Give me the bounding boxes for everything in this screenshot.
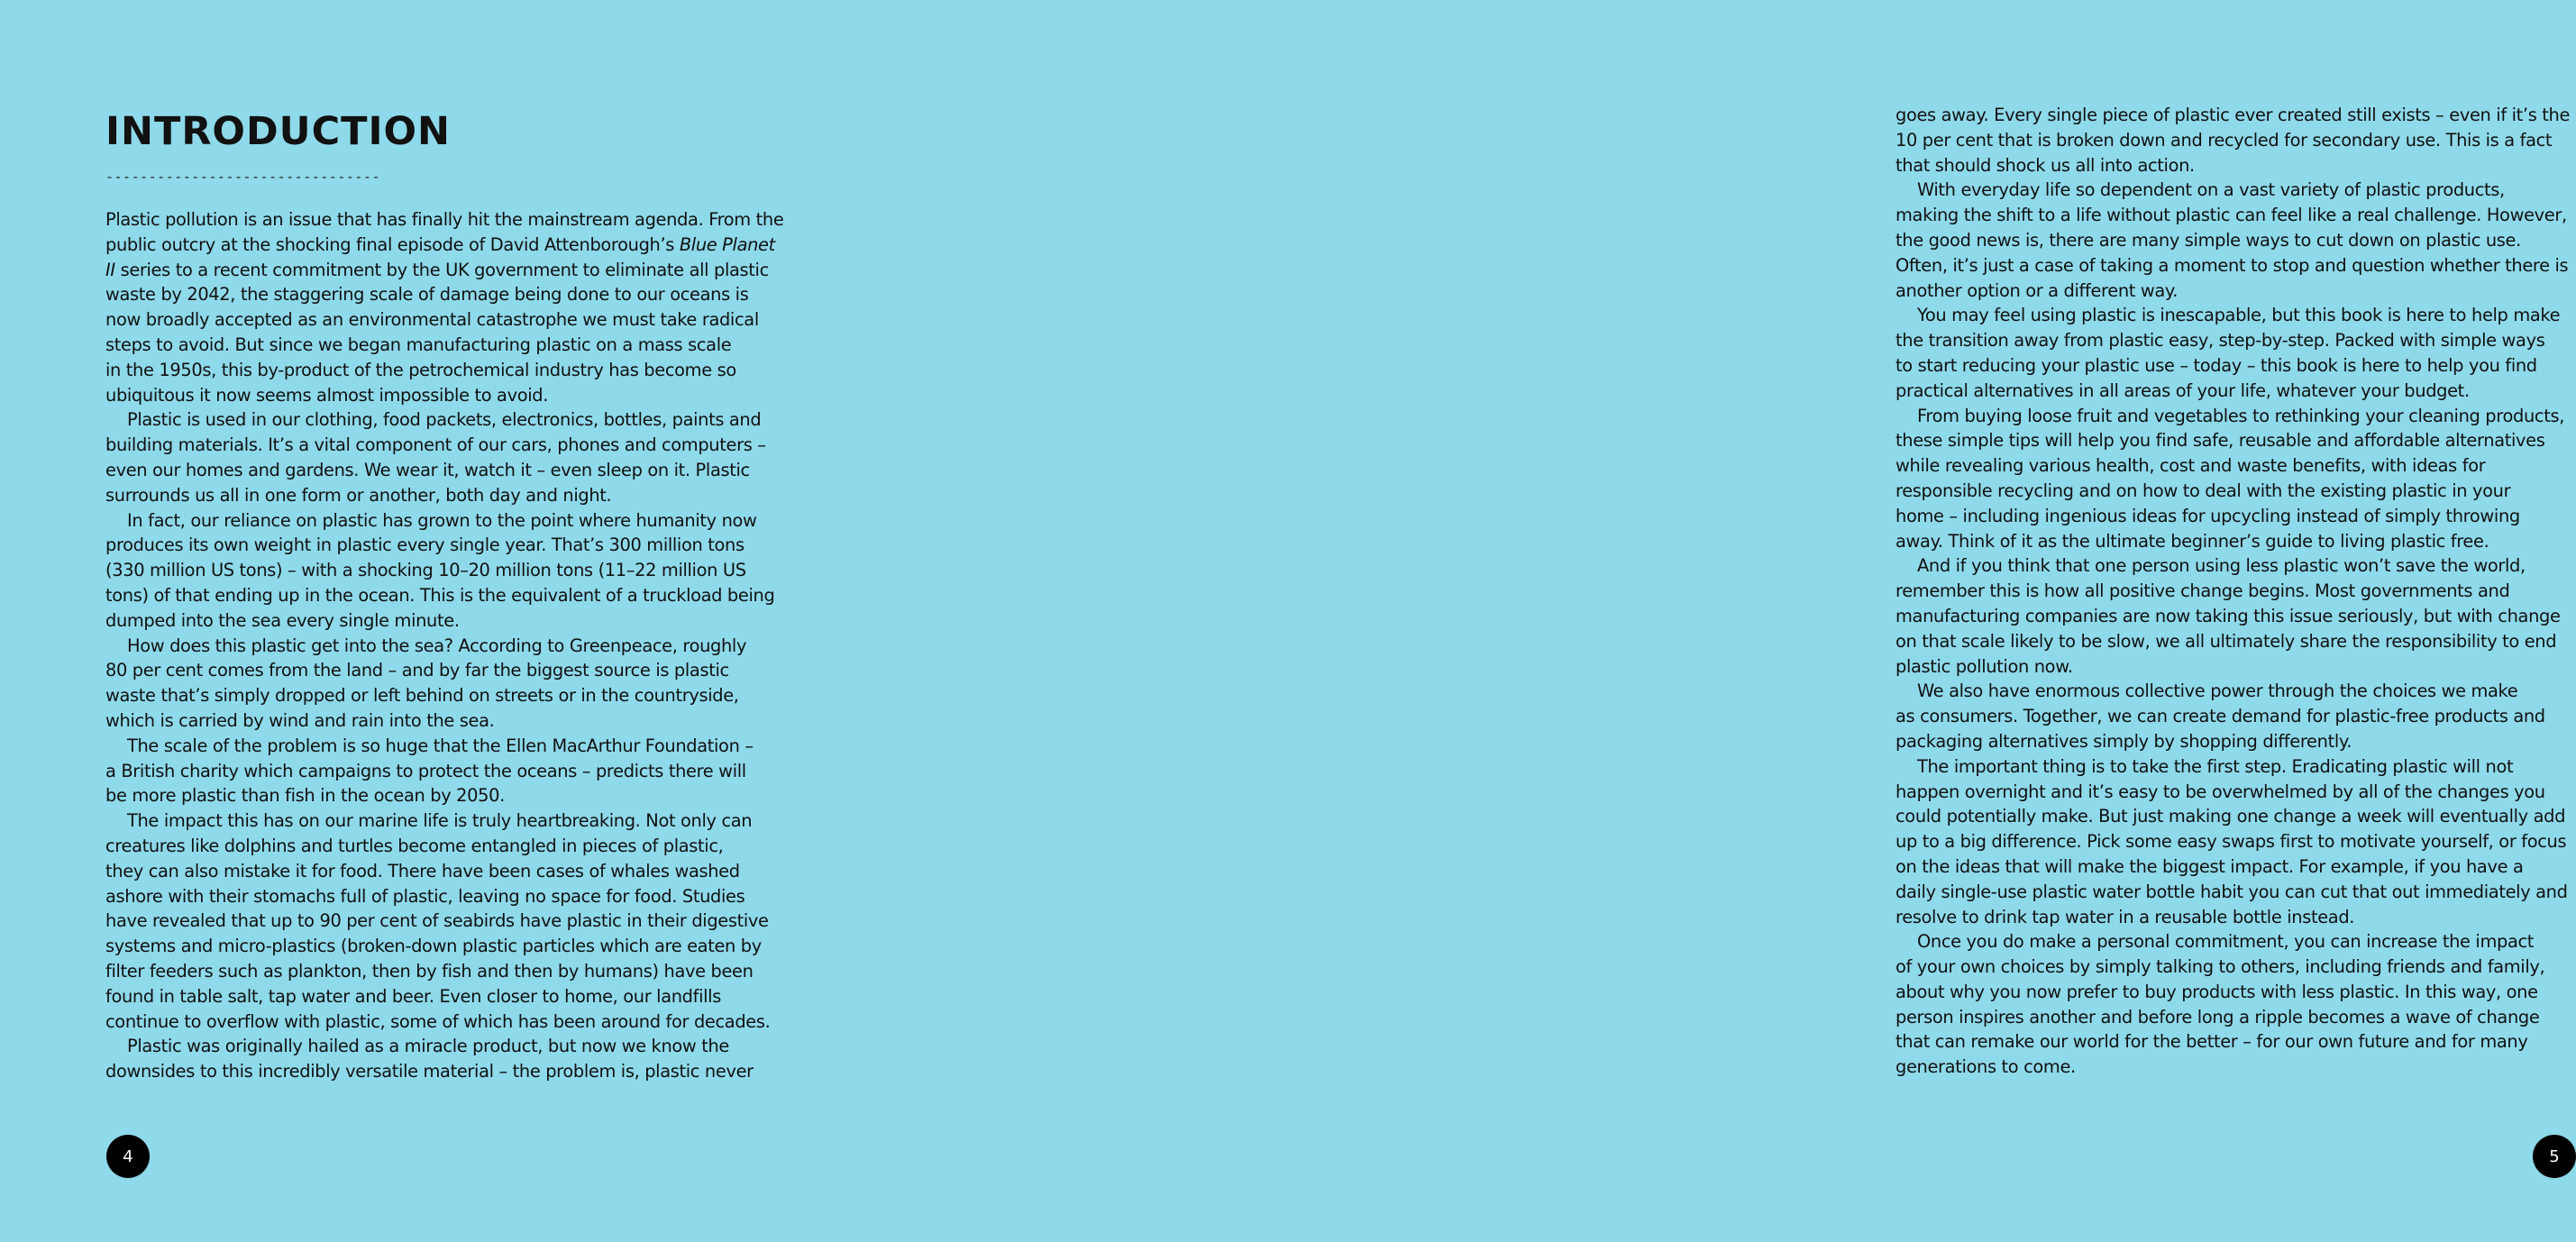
body-line: packaging alternatives simply by shopping differently.: [1895, 730, 2352, 752]
body-line: to start reducing your plastic use – today – this book is here to help you find: [1895, 354, 2537, 376]
body-line: 10 per cent that is broken down and recycled for secondary use. This is a fact: [1895, 129, 2553, 151]
body-line: public outcry at the shocking final episode of David Attenborough’s Blue Planet: [105, 233, 775, 255]
body-line: In fact, our reliance on plastic has grown to the point where humanity now: [127, 509, 757, 531]
body-line: home – including ingenious ideas for upcycling instead of simply throwing: [1895, 505, 2520, 526]
body-line: these simple tips will help you find safe, reusable and affordable alternatives: [1895, 430, 2545, 452]
body-line: responsible recycling and on how to deal with the existing plastic in your: [1895, 479, 2511, 501]
body-line: about why you now prefer to buy products with less plastic. In this way, one: [1895, 981, 2538, 1002]
body-line: How does this plastic get into the sea? According to Greenpeace, roughly: [127, 635, 747, 656]
body-line: steps to avoid. But since we began manufacturing plastic on a mass scale: [105, 333, 732, 355]
body-line: in the 1950s, this by-product of the petrochemical industry has become so: [105, 359, 736, 380]
body-line: continue to overflow with plastic, some of which has been around for decades.: [105, 1010, 771, 1032]
body-line: on the ideas that will make the biggest impact. For example, if you have a: [1895, 855, 2524, 877]
body-line: With everyday life so dependent on a vast variety of plastic products,: [1917, 179, 2505, 201]
chapter-title: INTRODUCTION: [105, 109, 452, 154]
body-line: Once you do make a personal commitment, you can increase the impact: [1917, 931, 2535, 953]
body-line: happen overnight and it’s easy to be overwhelmed by all of the changes you: [1895, 781, 2545, 802]
body-line: systems and micro-plastics (broken-down plastic particles which are eaten by: [105, 936, 762, 957]
body-line: dumped into the sea every single minute.: [105, 609, 460, 631]
body-line: Often, it’s just a case of taking a moment to stop and question whether there is: [1895, 254, 2569, 276]
body-line: waste by 2042, the staggering scale of damage being done to our oceans is: [105, 284, 749, 306]
body-line: the good news is, there are many simple ways to cut down on plastic use.: [1895, 229, 2521, 251]
body-line: of your own choices by simply talking to others, including friends and family,: [1895, 956, 2545, 978]
left-body-text: [105, 207, 783, 1084]
body-line: The impact this has on our marine life is truly heartbreaking. Not only can: [127, 810, 753, 832]
body-line: generations to come.: [1895, 1056, 2076, 1078]
title-dashed-rule: --------------------------------: [105, 169, 380, 185]
body-line: a British charity which campaigns to protect the oceans – predicts there will: [105, 760, 746, 781]
body-line: downsides to this incredibly versatile material – the problem is, plastic never: [105, 1061, 754, 1082]
body-line: up to a big difference. Pick some easy swaps first to motivate yourself, or focus: [1895, 831, 2567, 853]
body-line: surrounds us all in one form or another, both day and night.: [105, 484, 612, 506]
body-line: building materials. It’s a vital component of our cars, phones and computers –: [105, 434, 766, 456]
left-page: [0, 0, 894, 1242]
body-line: (330 million US tons) – with a shocking 10–20 million tons (11–22 million US: [105, 560, 746, 581]
body-line: even our homes and gardens. We wear it, watch it – even sleep on it. Plastic: [105, 459, 750, 480]
body-line: as consumers. Together, we can create demand for plastic-free products and: [1895, 706, 2545, 727]
body-line: ashore with their stomachs full of plastic, leaving no space for food. Studies: [105, 885, 745, 907]
body-line: be more plastic than fish in the ocean by 2050.: [105, 785, 505, 807]
body-line: have revealed that up to 90 per cent of seabirds have plastic in their digestive: [105, 910, 769, 932]
body-line: found in table salt, tap water and beer. Even closer to home, our landfills: [105, 985, 721, 1007]
body-line: II series to a recent commitment by the UK government to eliminate all plastic: [105, 259, 769, 280]
book-title-italic: Blue Planet: [679, 233, 775, 255]
body-line: they can also mistake it for food. There have been cases of whales washed: [105, 860, 740, 881]
body-line: person inspires another and before long a ripple becomes a wave of change: [1895, 1006, 2540, 1027]
body-line: making the shift to a life without plastic can feel like a real challenge. However,: [1895, 205, 2567, 226]
body-line: filter feeders such as plankton, then by fish and then by humans) have been: [105, 960, 754, 982]
body-line: which is carried by wind and rain into the sea.: [105, 709, 495, 731]
body-line: remember this is how all positive change begins. Most governments and: [1895, 580, 2510, 602]
body-line: plastic pollution now.: [1895, 655, 2073, 677]
body-line: Plastic pollution is an issue that has finally hit the mainstream agenda. From the: [105, 209, 784, 230]
body-line: 80 per cent comes from the land – and by far the biggest source is plastic: [105, 660, 729, 681]
body-line: away. Think of it as the ultimate beginner’s guide to living plastic free.: [1895, 530, 2489, 552]
body-line: now broadly accepted as an environmental catastrophe we must take radical: [105, 309, 759, 331]
body-line: could potentially make. But just making one change a week will eventually add: [1895, 806, 2566, 827]
body-line: that should shock us all into action.: [1895, 154, 2195, 176]
right-body-text: [1895, 103, 2570, 1080]
body-line: on that scale likely to be slow, we all ultimately share the responsibility to end: [1895, 630, 2557, 652]
body-line: Plastic is used in our clothing, food packets, electronics, bottles, paints and: [127, 409, 762, 431]
body-line: The important thing is to take the first step. Eradicating plastic will not: [1917, 755, 2514, 777]
book-title-italic: II: [105, 259, 115, 280]
body-line: daily single-use plastic water bottle habit you can cut that out immediately and: [1895, 881, 2568, 902]
body-line: tons) of that ending up in the ocean. This is the equivalent of a truckload being: [105, 584, 775, 606]
body-line: practical alternatives in all areas of your life, whatever your budget.: [1895, 379, 2470, 401]
body-line: resolve to drink tap water in a reusable bottle instead.: [1895, 906, 2355, 927]
body-line: From buying loose fruit and vegetables to rethinking your cleaning products,: [1917, 405, 2565, 426]
body-line: You may feel using plastic is inescapable, but this book is here to help make: [1917, 305, 2561, 326]
body-line: manufacturing companies are now taking this issue seriously, but with change: [1895, 605, 2561, 626]
body-line: creatures like dolphins and turtles become entangled in pieces of plastic,: [105, 835, 724, 856]
body-line: goes away. Every single piece of plastic ever created still exists – even if it’s the: [1895, 105, 2571, 125]
body-line: produces its own weight in plastic every single year. That’s 300 million tons: [105, 534, 744, 556]
body-line: ubiquitous it now seems almost impossible to avoid.: [105, 384, 549, 406]
body-line: waste that’s simply dropped or left behind on streets or in the countryside,: [105, 685, 739, 707]
body-line: while revealing various health, cost and waste benefits, with ideas for: [1895, 455, 2486, 477]
body-line: the transition away from plastic easy, step-by-step. Packed with simple ways: [1895, 330, 2545, 352]
body-line: And if you think that one person using less plastic won’t save the world,: [1917, 555, 2526, 577]
page-number-left: 4: [106, 1135, 150, 1178]
right-page: [894, 0, 2571, 1242]
body-line: The scale of the problem is so huge that the Ellen MacArthur Foundation –: [127, 735, 754, 756]
page-number-right: 5: [2533, 1135, 2576, 1178]
body-line: another option or a different way.: [1895, 279, 2179, 301]
body-line: We also have enormous collective power through the choices we make: [1917, 680, 2518, 702]
body-line: Plastic was originally hailed as a miracle product, but now we know the: [127, 1036, 729, 1057]
body-line: that can remake our world for the better – for our own future and for many: [1895, 1031, 2528, 1053]
